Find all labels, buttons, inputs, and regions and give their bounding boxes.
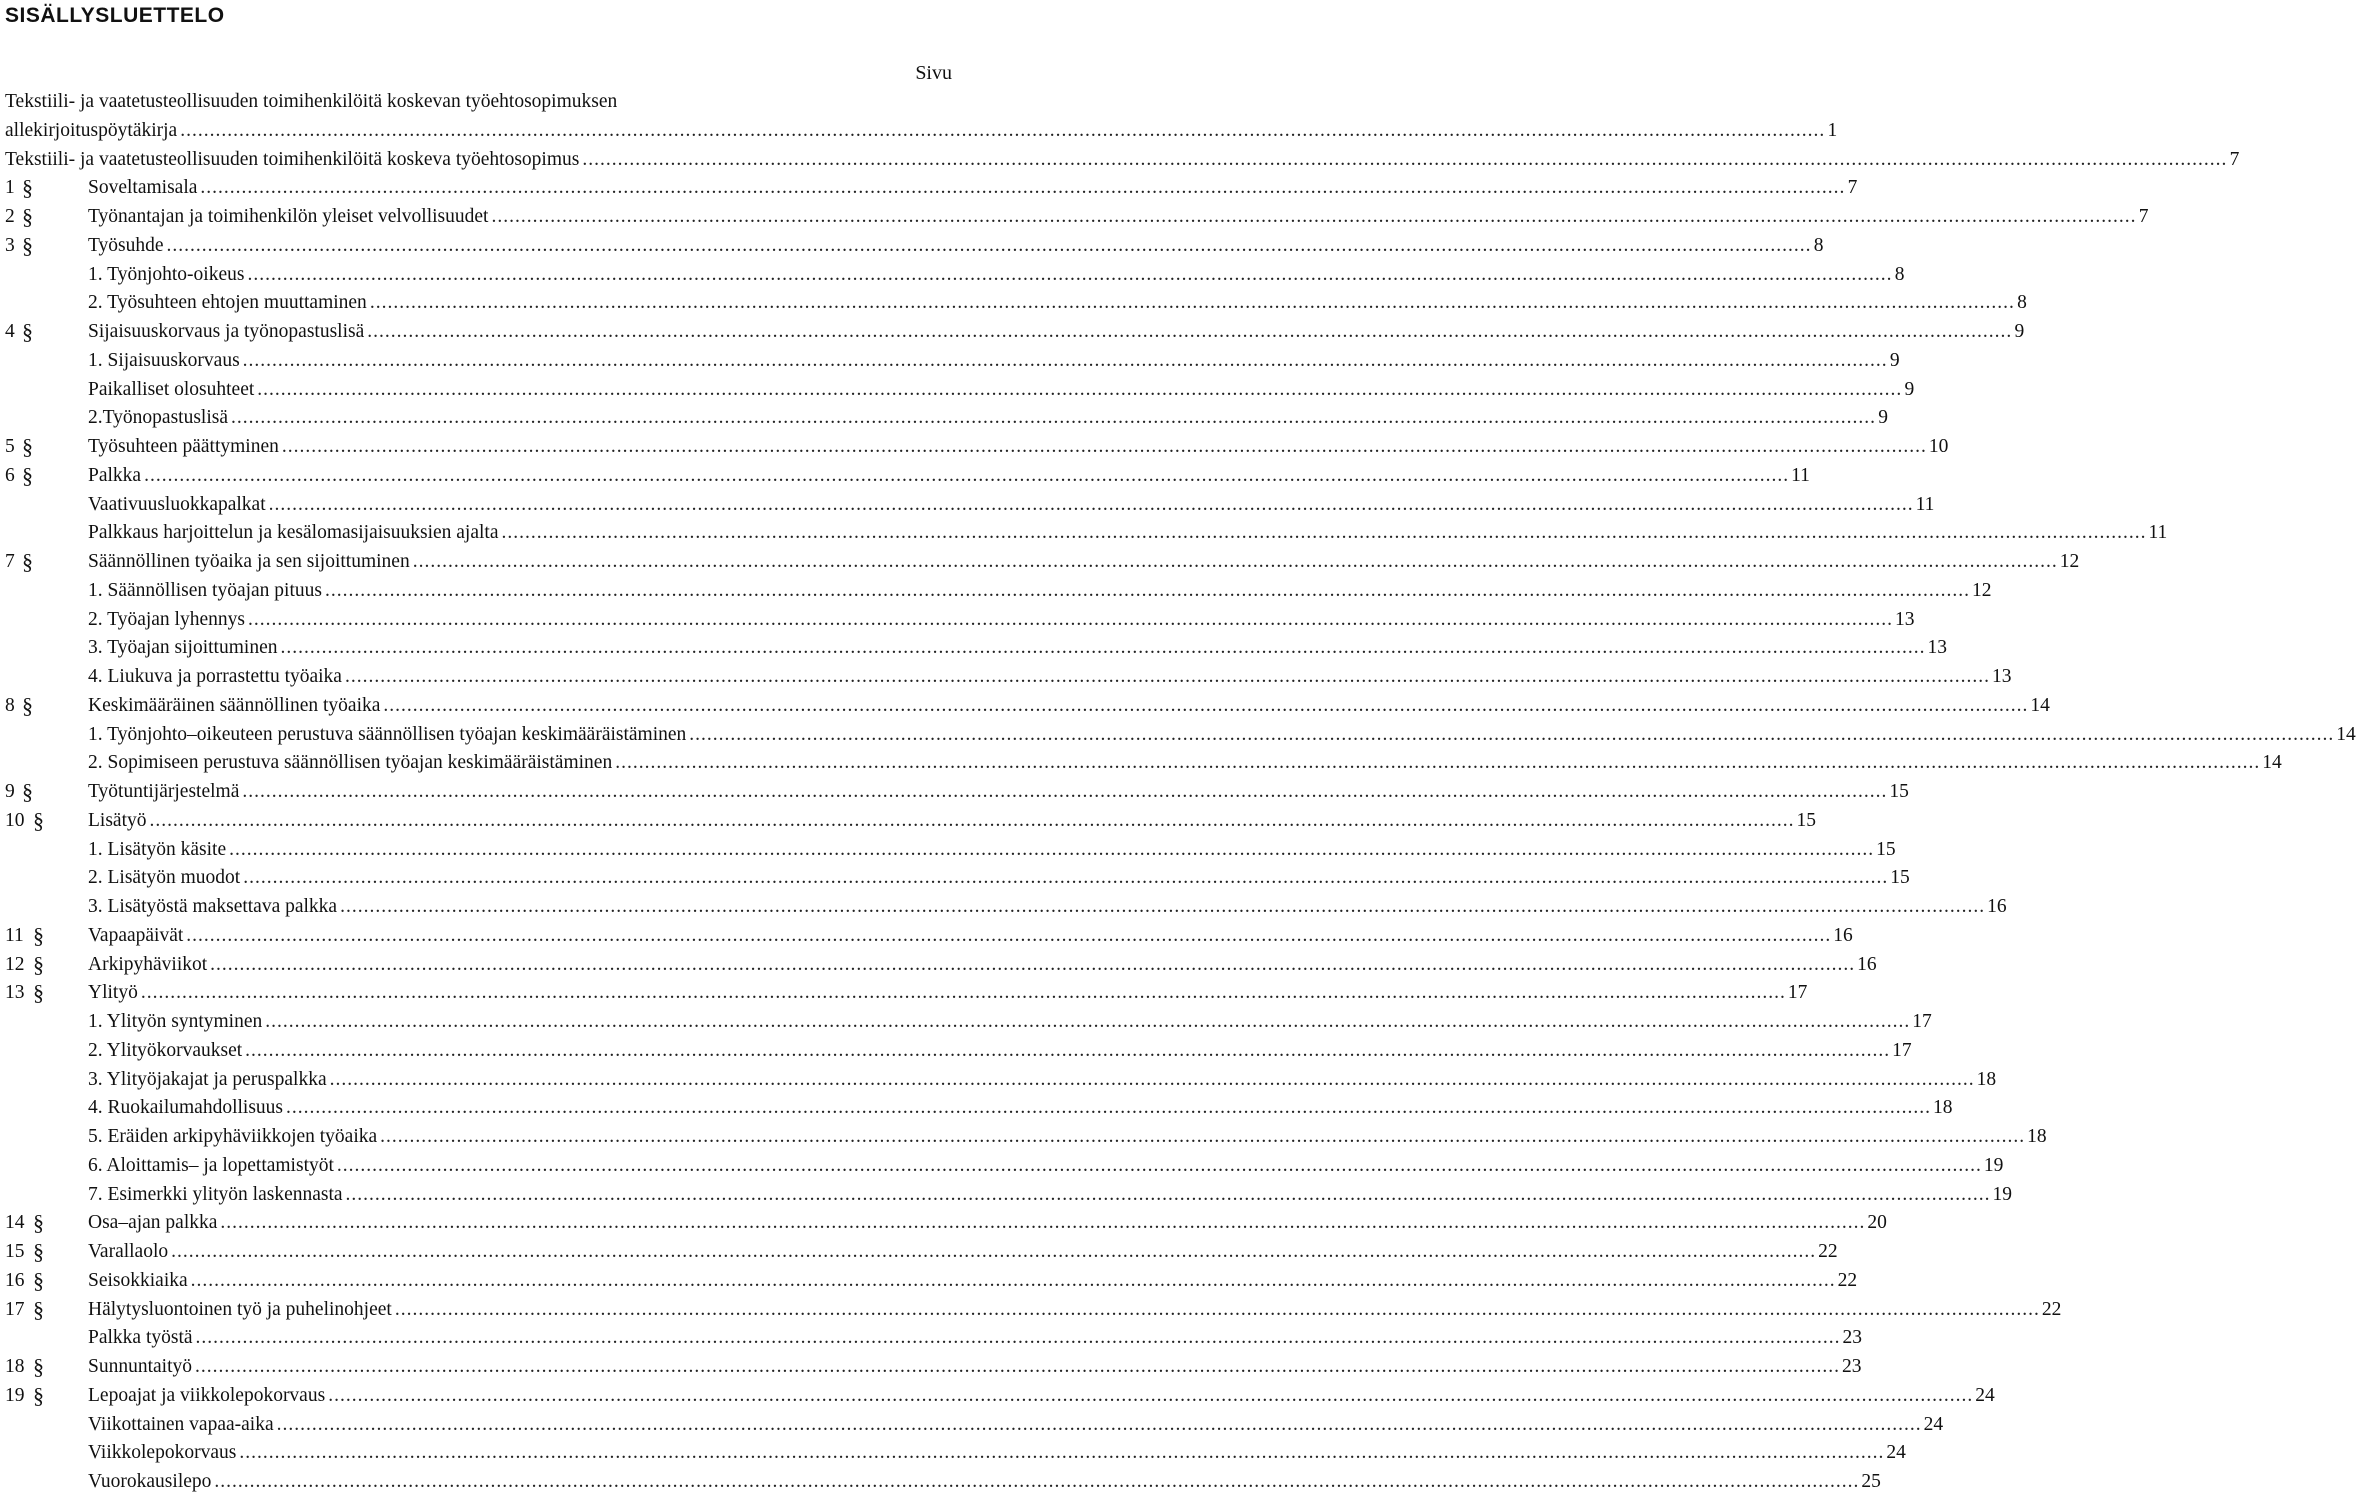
- toc-row: [0, 1411, 1944, 1440]
- toc-entry-label: 4. Liukuva ja porrastettu työaika: [88, 666, 342, 687]
- toc-row: [0, 836, 1896, 865]
- toc-page-number: 11: [1791, 464, 1810, 486]
- toc-entry-label: 1. Työnjohto–oikeuteen perustuva säännöllisen työajan keskimääräistäminen: [88, 723, 687, 745]
- section-number: 7: [5, 551, 15, 572]
- toc-page-number: 19: [1992, 1183, 2013, 1205]
- toc-row: [0, 1066, 1997, 1095]
- dot-leader: [689, 721, 2334, 750]
- dot-leader: [171, 1238, 1816, 1267]
- table-of-contents: [0, 88, 2356, 1497]
- toc-entry-link[interactable]: [88, 922, 1853, 951]
- section-number: 10: [5, 809, 25, 831]
- toc-entry-link[interactable]: [88, 749, 2282, 778]
- dot-leader: [325, 577, 1970, 606]
- toc-row: [0, 376, 1915, 405]
- section-symbol-icon: §: [33, 1210, 44, 1236]
- toc-page-number: 8: [1894, 263, 1905, 285]
- toc-page-number: 13: [1927, 637, 1947, 659]
- dot-leader: [220, 1209, 1865, 1238]
- section-number: 5: [5, 436, 15, 457]
- toc-row: [0, 663, 2012, 692]
- toc-page-number: 17: [1912, 1011, 1932, 1032]
- toc-page-number: 8: [1813, 234, 1824, 256]
- toc-page-number: 1: [1827, 119, 1838, 141]
- toc-row: [0, 232, 1824, 261]
- dot-leader: [257, 376, 1902, 405]
- toc-page-number: 18: [1933, 1097, 1953, 1119]
- dot-leader: [380, 1123, 2025, 1152]
- section-number: 1: [5, 177, 15, 199]
- toc-entry-link[interactable]: [88, 951, 1877, 980]
- toc-page-number: 14: [2030, 694, 2050, 716]
- dot-leader: [395, 1296, 2040, 1325]
- toc-entry-link[interactable]: [88, 1382, 1995, 1411]
- toc-row: [0, 1439, 1906, 1468]
- section-number: 11: [5, 924, 24, 946]
- toc-row: [0, 519, 2168, 548]
- section-symbol-icon: §: [22, 319, 33, 344]
- dot-leader: [367, 318, 2012, 347]
- toc-page-number: 12: [1971, 579, 1992, 601]
- toc-page-number: 16: [1857, 953, 1877, 975]
- toc-entry-label: 4. Ruokailumahdollisuus: [88, 1097, 283, 1119]
- toc-row: [0, 979, 1808, 1008]
- toc-entry-label: Palkka: [88, 464, 142, 486]
- dot-leader: [200, 174, 1845, 203]
- toc-page-number: 17: [1787, 982, 1808, 1004]
- toc-entry-link[interactable]: [88, 318, 2025, 347]
- section-symbol-icon: §: [22, 779, 33, 804]
- toc-page-number: 15: [1796, 809, 1816, 831]
- section-symbol-icon: §: [33, 1267, 44, 1293]
- toc-entry-link[interactable]: [88, 1209, 1887, 1238]
- section-number: 9: [5, 781, 15, 802]
- dot-leader: [501, 519, 2146, 548]
- toc-row: [0, 951, 1877, 980]
- toc-entry-label: 2. Sopimiseen perustuva säännöllisen työajan keskimääräistäminen: [88, 752, 613, 774]
- toc-page-number: 16: [1833, 924, 1853, 946]
- toc-entry-label: 7. Esimerkki ylityön laskennasta: [88, 1183, 343, 1205]
- toc-entry-link[interactable]: [88, 1411, 1944, 1440]
- toc-row: [0, 807, 1816, 836]
- toc-row: [0, 1267, 1858, 1296]
- dot-leader: [277, 1411, 1922, 1440]
- toc-page-number: 15: [1889, 781, 1909, 802]
- toc-entry-link[interactable]: [88, 979, 1808, 1008]
- toc-page-number: 13: [1991, 666, 2012, 687]
- toc-entry-link[interactable]: [88, 1008, 1932, 1037]
- toc-entry-label: Viikkolepokorvaus: [88, 1442, 237, 1464]
- dot-leader: [330, 1066, 1975, 1095]
- toc-row: [0, 778, 1909, 807]
- toc-entry-label: Osa–ajan palkka: [88, 1212, 218, 1234]
- page-column-header: Sivu: [915, 62, 952, 84]
- dot-leader: [191, 1267, 1836, 1296]
- toc-row: [0, 433, 1949, 462]
- toc-page-number: 17: [1892, 1039, 1912, 1061]
- toc-entry-label: Seisokkiaika: [88, 1269, 188, 1291]
- section-number: 3: [5, 234, 15, 256]
- dot-leader: [269, 491, 1914, 520]
- section-symbol-icon: §: [33, 1382, 44, 1408]
- section-number: 19: [5, 1384, 25, 1406]
- dot-leader: [280, 634, 1925, 663]
- dot-leader: [141, 979, 1786, 1008]
- dot-leader: [370, 289, 2015, 318]
- dot-leader: [615, 749, 2260, 778]
- toc-entry-label: Palkka työstä: [88, 1327, 193, 1349]
- toc-page-number: 9: [1889, 349, 1900, 371]
- dot-leader: [383, 692, 2028, 721]
- toc-row: [0, 1181, 2013, 1210]
- toc-entry-link[interactable]: [88, 203, 2149, 232]
- toc-page-number: 15: [1876, 838, 1896, 860]
- toc-entry-link[interactable]: [88, 1037, 1912, 1066]
- toc-entry-label: 1. Sijaisuuskorvaus: [88, 349, 240, 371]
- toc-row: [0, 1037, 1912, 1066]
- toc-page-number: 8: [2017, 292, 2027, 314]
- dot-leader: [242, 778, 1887, 807]
- toc-page-number: 14: [2262, 752, 2282, 774]
- toc-row: [0, 1468, 1881, 1497]
- toc-row: [0, 347, 1900, 376]
- section-symbol-icon: §: [33, 807, 44, 833]
- toc-row: [0, 1123, 2047, 1152]
- section-symbol-icon: §: [22, 175, 33, 201]
- toc-page-number: 9: [1904, 378, 1915, 400]
- toc-entry-label: 1. Säännöllisen työajan pituus: [88, 579, 322, 601]
- toc-entry-label: Vaativuusluokkapalkat: [88, 493, 266, 515]
- toc-row: [0, 1296, 2062, 1325]
- toc-entry-label: Palkkaus harjoittelun ja kesälomasijaisuuksien ajalta: [88, 522, 499, 544]
- section-symbol-icon: §: [22, 434, 33, 459]
- section-symbol-icon: §: [22, 462, 33, 488]
- toc-entry-link[interactable]: [88, 836, 1896, 865]
- toc-entry-link[interactable]: [88, 1296, 2062, 1325]
- section-symbol-icon: §: [22, 232, 33, 258]
- dot-leader: [340, 893, 1985, 922]
- toc-page-number: 20: [1867, 1212, 1887, 1234]
- toc-entry-label: 3. Ylityöjakajat ja peruspalkka: [88, 1068, 327, 1090]
- toc-row: [0, 404, 1889, 433]
- dot-leader: [491, 203, 2136, 232]
- toc-row: [0, 1209, 1887, 1238]
- toc-entry-label: 2.Työnopastuslisä: [88, 407, 229, 429]
- toc-page-number: 10: [1928, 436, 1949, 457]
- toc-row: [0, 548, 2080, 577]
- toc-entry-link[interactable]: [88, 807, 1816, 836]
- toc-entry-label: 1. Ylityön syntyminen: [88, 1011, 263, 1032]
- toc-entry-label: Työsuhteen päättyminen: [88, 436, 279, 457]
- toc-row: [0, 1353, 1862, 1382]
- toc-page-number: 12: [2059, 551, 2080, 572]
- toc-entry-link[interactable]: [88, 404, 1889, 433]
- toc-page-number: 25: [1861, 1471, 1881, 1492]
- toc-entry-label: 2. Työsuhteen ehtojen muuttaminen: [88, 292, 367, 314]
- toc-entry-link[interactable]: [88, 1066, 1997, 1095]
- toc-entry-label: 1. Työnjohto-oikeus: [88, 263, 245, 285]
- toc-entry-link[interactable]: [88, 491, 1935, 520]
- dot-leader: [282, 433, 1927, 462]
- dot-leader: [265, 1008, 1910, 1037]
- toc-entry-label: 2. Ylityökorvaukset: [88, 1039, 243, 1061]
- toc-row: [0, 261, 1905, 290]
- section-number: 13: [5, 982, 25, 1004]
- toc-entry-label: Viikottainen vapaa-aika: [88, 1413, 274, 1435]
- dot-leader: [286, 1094, 1931, 1123]
- toc-row: [0, 893, 2007, 922]
- dot-leader: [345, 663, 1990, 692]
- toc-page-number: 7: [2229, 148, 2240, 170]
- section-number: 15: [5, 1241, 25, 1262]
- section-number: 14: [5, 1212, 25, 1234]
- toc-entry-label: Keskimääräinen säännöllinen työaika: [88, 694, 381, 716]
- toc-entry-label: Työnantajan ja toimihenkilön yleiset velvollisuudet: [88, 206, 489, 227]
- toc-entry-label: 5. Eräiden arkipyhäviikkojen työaika: [88, 1126, 378, 1147]
- toc-row: [0, 864, 1910, 893]
- toc-entry-link[interactable]: [88, 778, 1909, 807]
- dot-leader: [144, 462, 1789, 491]
- toc-page-number: 18: [2027, 1126, 2047, 1147]
- section-number: 17: [5, 1298, 25, 1320]
- toc-entry-link[interactable]: [88, 376, 1915, 405]
- toc-entry-label: 1. Lisätyön käsite: [88, 838, 227, 860]
- toc-entry-link[interactable]: [88, 721, 2356, 750]
- toc-row: [0, 88, 960, 117]
- dot-leader: [243, 864, 1888, 893]
- toc-row: [0, 117, 1838, 146]
- toc-entry-label: 3. Lisätyöstä maksettava palkka: [88, 896, 338, 917]
- toc-page-number: 19: [1983, 1154, 2004, 1176]
- toc-entry-label: Säännöllinen työaika ja sen sijoittuminen: [88, 551, 410, 572]
- toc-entry-label: Työtuntijärjestelmä: [88, 781, 240, 802]
- section-symbol-icon: §: [22, 692, 33, 718]
- section-number: 8: [5, 694, 15, 716]
- toc-entry-label: Tekstiili- ja vaatetusteollisuuden toimihenkilöitä koskeva työehtosopimus: [5, 148, 580, 170]
- dot-leader: [180, 117, 1825, 146]
- toc-entry-label: Varallaolo: [88, 1241, 169, 1262]
- section-symbol-icon: §: [33, 1239, 44, 1264]
- toc-entry-label: Ylityö: [88, 982, 138, 1004]
- dot-leader: [328, 1382, 1973, 1411]
- section-symbol-icon: §: [33, 1354, 44, 1379]
- toc-page-number: 22: [1818, 1241, 1838, 1262]
- dot-leader: [167, 232, 1812, 261]
- toc-row: [0, 491, 1935, 520]
- toc-row: [0, 318, 2025, 347]
- toc-page-number: 7: [2138, 206, 2149, 227]
- toc-entry-label: allekirjoituspöytäkirja: [5, 119, 178, 141]
- dot-leader: [196, 1324, 1841, 1353]
- toc-entry-link[interactable]: [88, 548, 2080, 577]
- toc-entry-label: 2. Lisätyön muodot: [88, 867, 241, 889]
- toc-row: [0, 1152, 2004, 1181]
- toc-page-number: 9: [1878, 407, 1889, 429]
- toc-row: [0, 577, 1992, 606]
- toc-row: [0, 692, 2050, 721]
- toc-page-number: 23: [1842, 1356, 1862, 1377]
- toc-entry-link[interactable]: [88, 692, 2050, 721]
- toc-entry-link[interactable]: [5, 146, 2240, 175]
- section-number: 12: [5, 953, 25, 975]
- dot-leader: [243, 347, 1888, 376]
- toc-entry-link[interactable]: [88, 1267, 1858, 1296]
- toc-entry-label: Soveltamisala: [88, 177, 198, 199]
- toc-entry-link[interactable]: [88, 663, 2012, 692]
- section-symbol-icon: §: [33, 951, 44, 977]
- toc-row: [0, 749, 2282, 778]
- toc-entry-link[interactable]: [88, 1181, 2013, 1210]
- toc-entry-label: Sijaisuuskorvaus ja työnopastuslisä: [88, 321, 365, 342]
- toc-entry-link[interactable]: [88, 1094, 1953, 1123]
- toc-entry-label: Hälytysluontoinen työ ja puhelinohjeet: [88, 1298, 392, 1320]
- toc-row: [0, 1324, 1863, 1353]
- toc-entry-link[interactable]: [88, 462, 1810, 491]
- dot-leader: [247, 261, 1892, 290]
- toc-row: [0, 1238, 1838, 1267]
- toc-page-number: 9: [2014, 321, 2025, 342]
- toc-row: [0, 1008, 1932, 1037]
- toc-row: [0, 634, 1947, 663]
- section-symbol-icon: §: [22, 549, 33, 574]
- toc-entry-label: Vapaapäivät: [88, 924, 184, 946]
- dot-leader: [239, 1439, 1884, 1468]
- toc-entry-link[interactable]: [88, 606, 1915, 635]
- toc-entry-link[interactable]: [88, 519, 2168, 548]
- toc-row: [0, 606, 1915, 635]
- toc-row: [0, 922, 1853, 951]
- dot-leader: [245, 1037, 1890, 1066]
- toc-entry-link[interactable]: [88, 893, 2007, 922]
- dot-leader: [214, 1468, 1859, 1497]
- toc-entry-link[interactable]: [88, 577, 1992, 606]
- toc-entry-link[interactable]: [88, 634, 1947, 663]
- toc-entry-link[interactable]: [88, 1324, 1863, 1353]
- toc-page-number: 24: [1975, 1384, 1995, 1406]
- dot-leader: [195, 1353, 1840, 1382]
- toc-page-number: 23: [1842, 1327, 1863, 1349]
- toc-page-number: 7: [1847, 177, 1858, 199]
- section-symbol-icon: §: [33, 1296, 44, 1322]
- dot-leader: [346, 1181, 1991, 1210]
- toc-entry-link[interactable]: [88, 1152, 2004, 1181]
- section-number: 18: [5, 1356, 25, 1377]
- toc-row: [0, 721, 2356, 750]
- toc-page-number: 14: [2336, 723, 2356, 745]
- toc-entry-link[interactable]: [88, 1439, 1906, 1468]
- toc-row: [0, 174, 1858, 203]
- toc-entry-link[interactable]: [88, 1353, 1862, 1382]
- toc-entry-label: 3. Työajan sijoittuminen: [88, 637, 278, 659]
- dot-leader: [186, 922, 1831, 951]
- toc-entry-label: Sunnuntaityö: [88, 1356, 193, 1377]
- dot-leader: [413, 548, 2058, 577]
- toc-row: [0, 1382, 1995, 1411]
- toc-entry-label: Arkipyhäviikot: [88, 953, 208, 975]
- section-symbol-icon: §: [22, 204, 33, 229]
- toc-entry-link[interactable]: [88, 1123, 2047, 1152]
- toc-row: [0, 146, 2240, 175]
- dot-leader: [337, 1152, 1982, 1181]
- dot-leader: [582, 146, 2227, 175]
- section-number: 16: [5, 1269, 25, 1291]
- dot-leader: [231, 404, 1876, 433]
- toc-entry-link[interactable]: [88, 289, 2027, 318]
- toc-entry-label: Lisätyö: [88, 809, 147, 831]
- dot-leader: [150, 807, 1795, 836]
- toc-entry-label: 2. Työajan lyhennys: [88, 608, 245, 630]
- toc-entry-link[interactable]: [88, 174, 1858, 203]
- toc-page-number: 11: [2148, 522, 2168, 544]
- toc-entry-link[interactable]: [88, 347, 1900, 376]
- toc-page-number: 24: [1923, 1413, 1944, 1435]
- toc-row: [0, 203, 2149, 232]
- section-number: 6: [5, 464, 15, 486]
- dot-leader: [210, 951, 1855, 980]
- toc-page-number: 11: [1915, 493, 1935, 515]
- toc-row: [0, 289, 2027, 318]
- dot-leader: [229, 836, 1874, 865]
- toc-entry-link[interactable]: [88, 1468, 1881, 1497]
- toc-row: [0, 1094, 1953, 1123]
- toc-entry-label: Tekstiili- ja vaatetusteollisuuden toimihenkilöitä koskevan työehtosopimuksen: [5, 91, 618, 112]
- toc-entry-label: 6. Aloittamis– ja lopettamistyöt: [88, 1154, 334, 1176]
- dot-leader: [248, 606, 1893, 635]
- section-number: 4: [5, 321, 15, 342]
- section-symbol-icon: §: [33, 980, 44, 1006]
- toc-entry-label: Työsuhde: [88, 234, 164, 256]
- toc-page-number: 13: [1894, 608, 1915, 630]
- section-number: 2: [5, 206, 15, 227]
- toc-entry-label: Paikalliset olosuhteet: [88, 378, 255, 400]
- toc-entry-link[interactable]: [88, 864, 1910, 893]
- toc-page-number: 22: [1837, 1269, 1858, 1291]
- page-title: SISÄLLYSLUETTELO: [5, 4, 225, 27]
- section-symbol-icon: §: [33, 922, 44, 948]
- toc-page-number: 22: [2041, 1298, 2062, 1320]
- toc-row: [0, 462, 1810, 491]
- toc-page-number: 16: [1987, 896, 2007, 917]
- toc-page-number: 15: [1890, 867, 1910, 889]
- toc-entry-link[interactable]: [88, 433, 1949, 462]
- toc-entry-label: Vuorokausilepo: [88, 1471, 212, 1492]
- toc-entry-link[interactable]: [88, 1238, 1838, 1267]
- toc-page-number: 18: [1976, 1068, 1997, 1090]
- toc-entry-label: Lepoajat ja viikkolepokorvaus: [88, 1384, 326, 1406]
- toc-entry-link[interactable]: [88, 261, 1905, 290]
- toc-entry-link[interactable]: [88, 232, 1824, 261]
- toc-entry-link[interactable]: [5, 117, 1838, 146]
- toc-page-number: 24: [1886, 1442, 1906, 1464]
